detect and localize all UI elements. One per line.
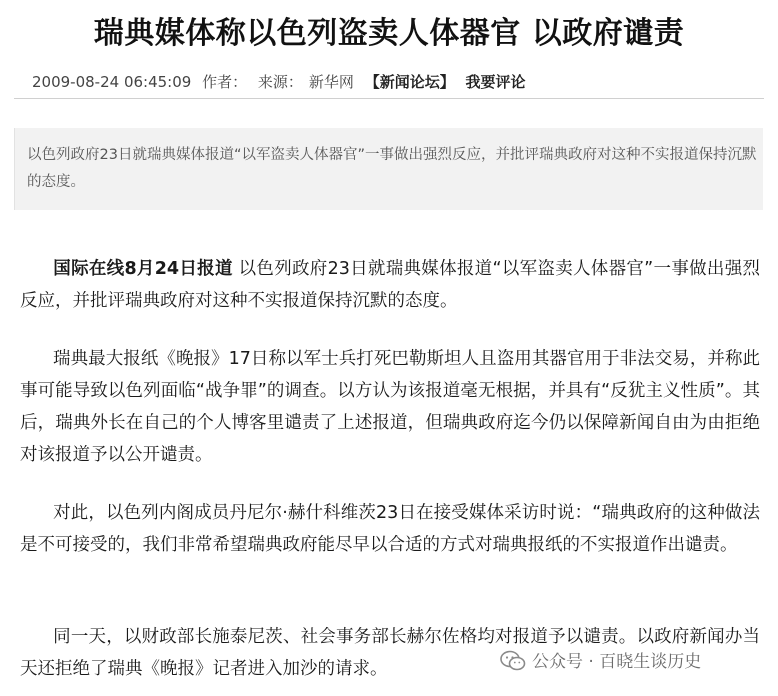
author-label: 作者：	[202, 73, 248, 91]
article-summary: 以色列政府23日就瑞典媒体报道“以军盗卖人体器官”一事做出强烈反应，并批评瑞典政府对这种不实报道保持沉默的态度。	[27, 147, 757, 190]
news-forum-link[interactable]: 【新闻论坛】	[364, 73, 455, 91]
header-divider	[14, 98, 764, 99]
paragraph-3	[20, 497, 760, 561]
paragraph-text: 对此，以色列内阁成员丹尼尔·赫什科维茨23日在接受媒体采访时说：“瑞典政府的这种做法是不可接受的，我们非常希望瑞典政府能尽早以合适的方式对瑞典报纸的不实报道作出谴责。	[20, 503, 760, 555]
paragraph-lead: 国际在线8月24日报道	[53, 259, 233, 279]
watermark-text: 公众号 · 百晓生谈历史	[532, 652, 702, 672]
watermark	[500, 647, 770, 677]
paragraph-text: 以色列政府23日就瑞典媒体报道“以军盗卖人体器官”一事做出强烈反应，并批评瑞典政府对这种不实报道保持沉默的态度。	[20, 259, 760, 311]
source-name: 新华网	[308, 73, 354, 91]
publish-datetime: 2009-08-24 06:45:09	[32, 73, 192, 91]
comment-link[interactable]: 我要评论	[465, 73, 526, 91]
article-meta	[32, 72, 752, 92]
article-headline: 瑞典媒体称以色列盗卖人体器官 以政府谴责	[93, 16, 685, 51]
article-summary-box	[14, 128, 763, 210]
paragraph-text: 瑞典最大报纸《晚报》17日称以军士兵打死巴勒斯坦人且盗用其器官用于非法交易，并称此事可能导致以色列面临“战争罪”的调查。以方认为该报道毫无根据，并具有“反犹主义性质”。其后，瑞典外长在自己的个人博客里谴责了上述报道，但瑞典政府迄今仍以保障新闻自由为由拒绝对该报道予以公开谴责。	[20, 349, 760, 465]
paragraph-1	[20, 253, 760, 317]
paragraph-2	[20, 343, 760, 471]
wechat-icon	[500, 650, 526, 672]
paragraph-text: 同一天，以财政部长施泰尼茨、社会事务部长赫尔佐格均对报道予以谴责。以政府新闻办当天还拒绝了瑞典《晚报》记者进入加沙的请求。	[20, 627, 760, 679]
source-label: 来源：	[257, 73, 303, 91]
